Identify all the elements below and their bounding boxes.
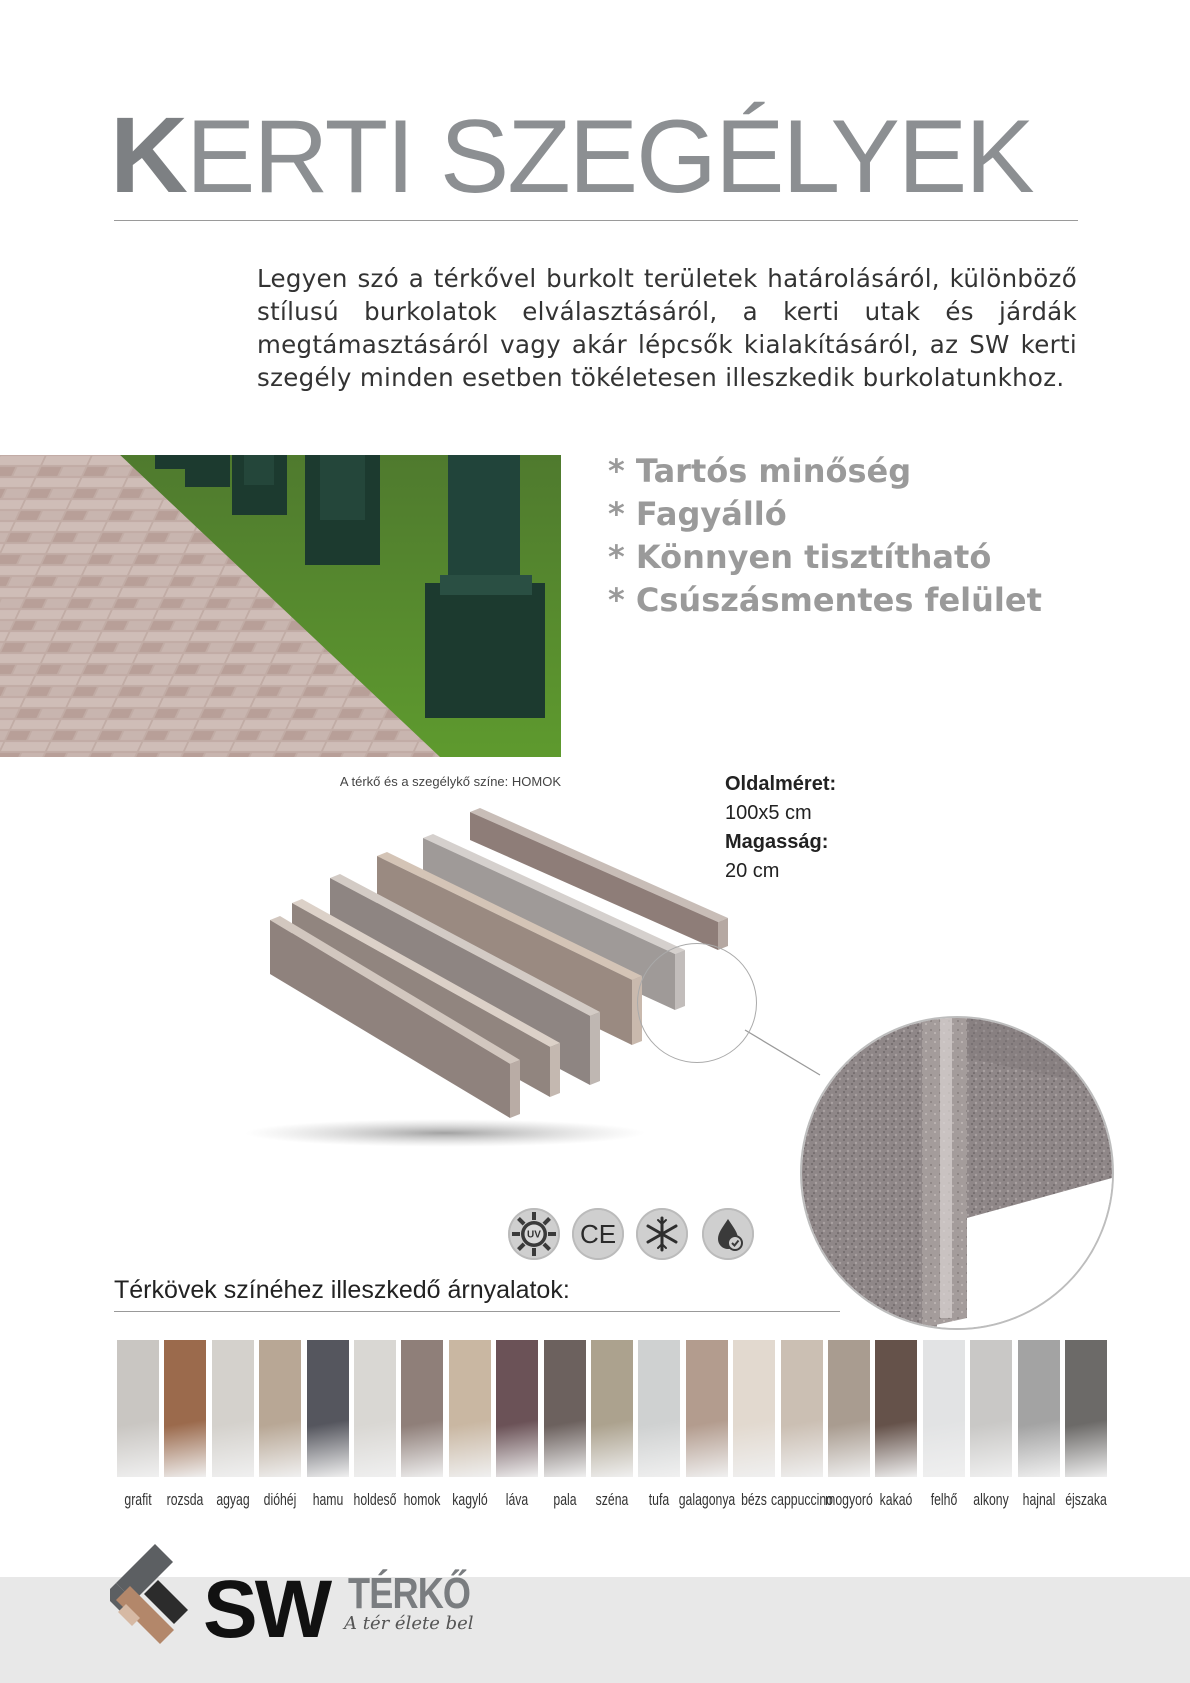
intro-paragraph: Legyen szó a térkővel burkolt területek határolásáról, különböző stílusú burkolatok elválasztásáról, a kerti utak és járdák megtámasztásáról vagy akár lépcsők kialakításáról, az SW kerti szegély minden esetben tökéletesen illeszkedik burkolatunkhoz. [257, 264, 1077, 392]
title-first-letter: K [110, 94, 186, 215]
ce-mark-icon [572, 1208, 624, 1260]
water-drop-icon [702, 1208, 754, 1260]
swatch-18 [923, 1340, 965, 1477]
height-value: 20 cm [725, 860, 780, 882]
color-swatches [117, 1340, 1109, 1480]
swatch-17 [875, 1340, 917, 1477]
swatch-9 [496, 1340, 538, 1477]
ce-mark-text: CE [579, 1219, 617, 1249]
swatch-label: éjszaka [1065, 1490, 1107, 1509]
uv-icon [508, 1208, 560, 1260]
swatch-11 [591, 1340, 633, 1477]
feature-item: * Csúszásmentes felület [608, 581, 1042, 619]
uv-icon-text: UV [527, 1229, 541, 1241]
swatch-10 [544, 1340, 586, 1477]
feature-list [608, 450, 1168, 622]
swatch-label: hamu [312, 1490, 343, 1509]
swatch-label: pala [553, 1490, 577, 1509]
swatch-label: agyag [216, 1490, 250, 1509]
photo-caption: A térkő és a szegélykő színe: HOMOK [339, 774, 561, 789]
swatch-16 [828, 1340, 870, 1477]
swatch-15 [781, 1340, 823, 1477]
side-size-label: Oldalméret: [725, 773, 837, 795]
swatch-20 [1018, 1340, 1060, 1477]
swatch-label: felhő [930, 1490, 958, 1509]
height-label: Magasság: [725, 831, 829, 853]
swatch-13 [686, 1340, 728, 1477]
swatch-divider [114, 1311, 840, 1312]
swatch-21 [1065, 1340, 1107, 1477]
logo-mark-icon [110, 1540, 205, 1652]
swatch-label: galagonya [678, 1490, 736, 1509]
logo-terko-text: TÉRKŐ [348, 1569, 471, 1618]
feature-item: * Fagyálló [608, 495, 787, 533]
feature-item: * Könnyen tisztítható [608, 538, 992, 576]
swatch-label: holdeső [353, 1490, 397, 1509]
photo-illustration [0, 455, 561, 757]
swatch-19 [970, 1340, 1012, 1477]
swatch-14 [733, 1340, 775, 1477]
swatch-label: alkony [973, 1490, 1009, 1509]
frost-resistant-icon [636, 1208, 688, 1260]
side-size-value: 100x5 cm [725, 802, 812, 824]
swatch-4 [259, 1340, 301, 1477]
swatch-label: láva [505, 1490, 529, 1509]
swatch-7 [401, 1340, 443, 1477]
swatch-label: grafit [124, 1490, 152, 1509]
feature-item: * Tartós minőség [608, 452, 912, 490]
swatch-12 [638, 1340, 680, 1477]
swatch-label: dióhéj [263, 1490, 297, 1509]
swatch-label: cappuccino [770, 1490, 833, 1509]
swatch-6 [354, 1340, 396, 1477]
swatch-section-title: Térkövek színéhez illeszkedő árnyalatok: [114, 1276, 570, 1304]
texture-zoom-circle [800, 1016, 1114, 1330]
swatch-2 [164, 1340, 206, 1477]
swatch-8 [449, 1340, 491, 1477]
page-title [110, 94, 1090, 215]
swatch-label: kakaó [880, 1490, 913, 1509]
swatch-5 [307, 1340, 349, 1477]
title-rest: ERTI SZEGÉLYEK [186, 99, 1033, 215]
swatch-1 [117, 1340, 159, 1477]
swatch-label: tufa [649, 1490, 670, 1509]
texture-zoom-illustration [802, 1018, 1112, 1328]
title-divider [114, 220, 1078, 221]
swatch-label: széna [595, 1490, 629, 1509]
logo-tagline: A tér élete bel [344, 1613, 474, 1634]
swatch-label: homok [404, 1490, 441, 1509]
swatch-label: hajnal [1022, 1490, 1055, 1509]
logo-sw-text: SW [203, 1564, 330, 1655]
swatch-label: rozsda [167, 1490, 204, 1509]
swatch-label: kagyló [452, 1490, 488, 1509]
swatch-label: mogyoró [825, 1490, 873, 1509]
detail-highlight-circle [637, 943, 757, 1063]
swatch-3 [212, 1340, 254, 1477]
swatch-label: bézs [741, 1490, 768, 1509]
garden-path-photo [0, 455, 561, 757]
